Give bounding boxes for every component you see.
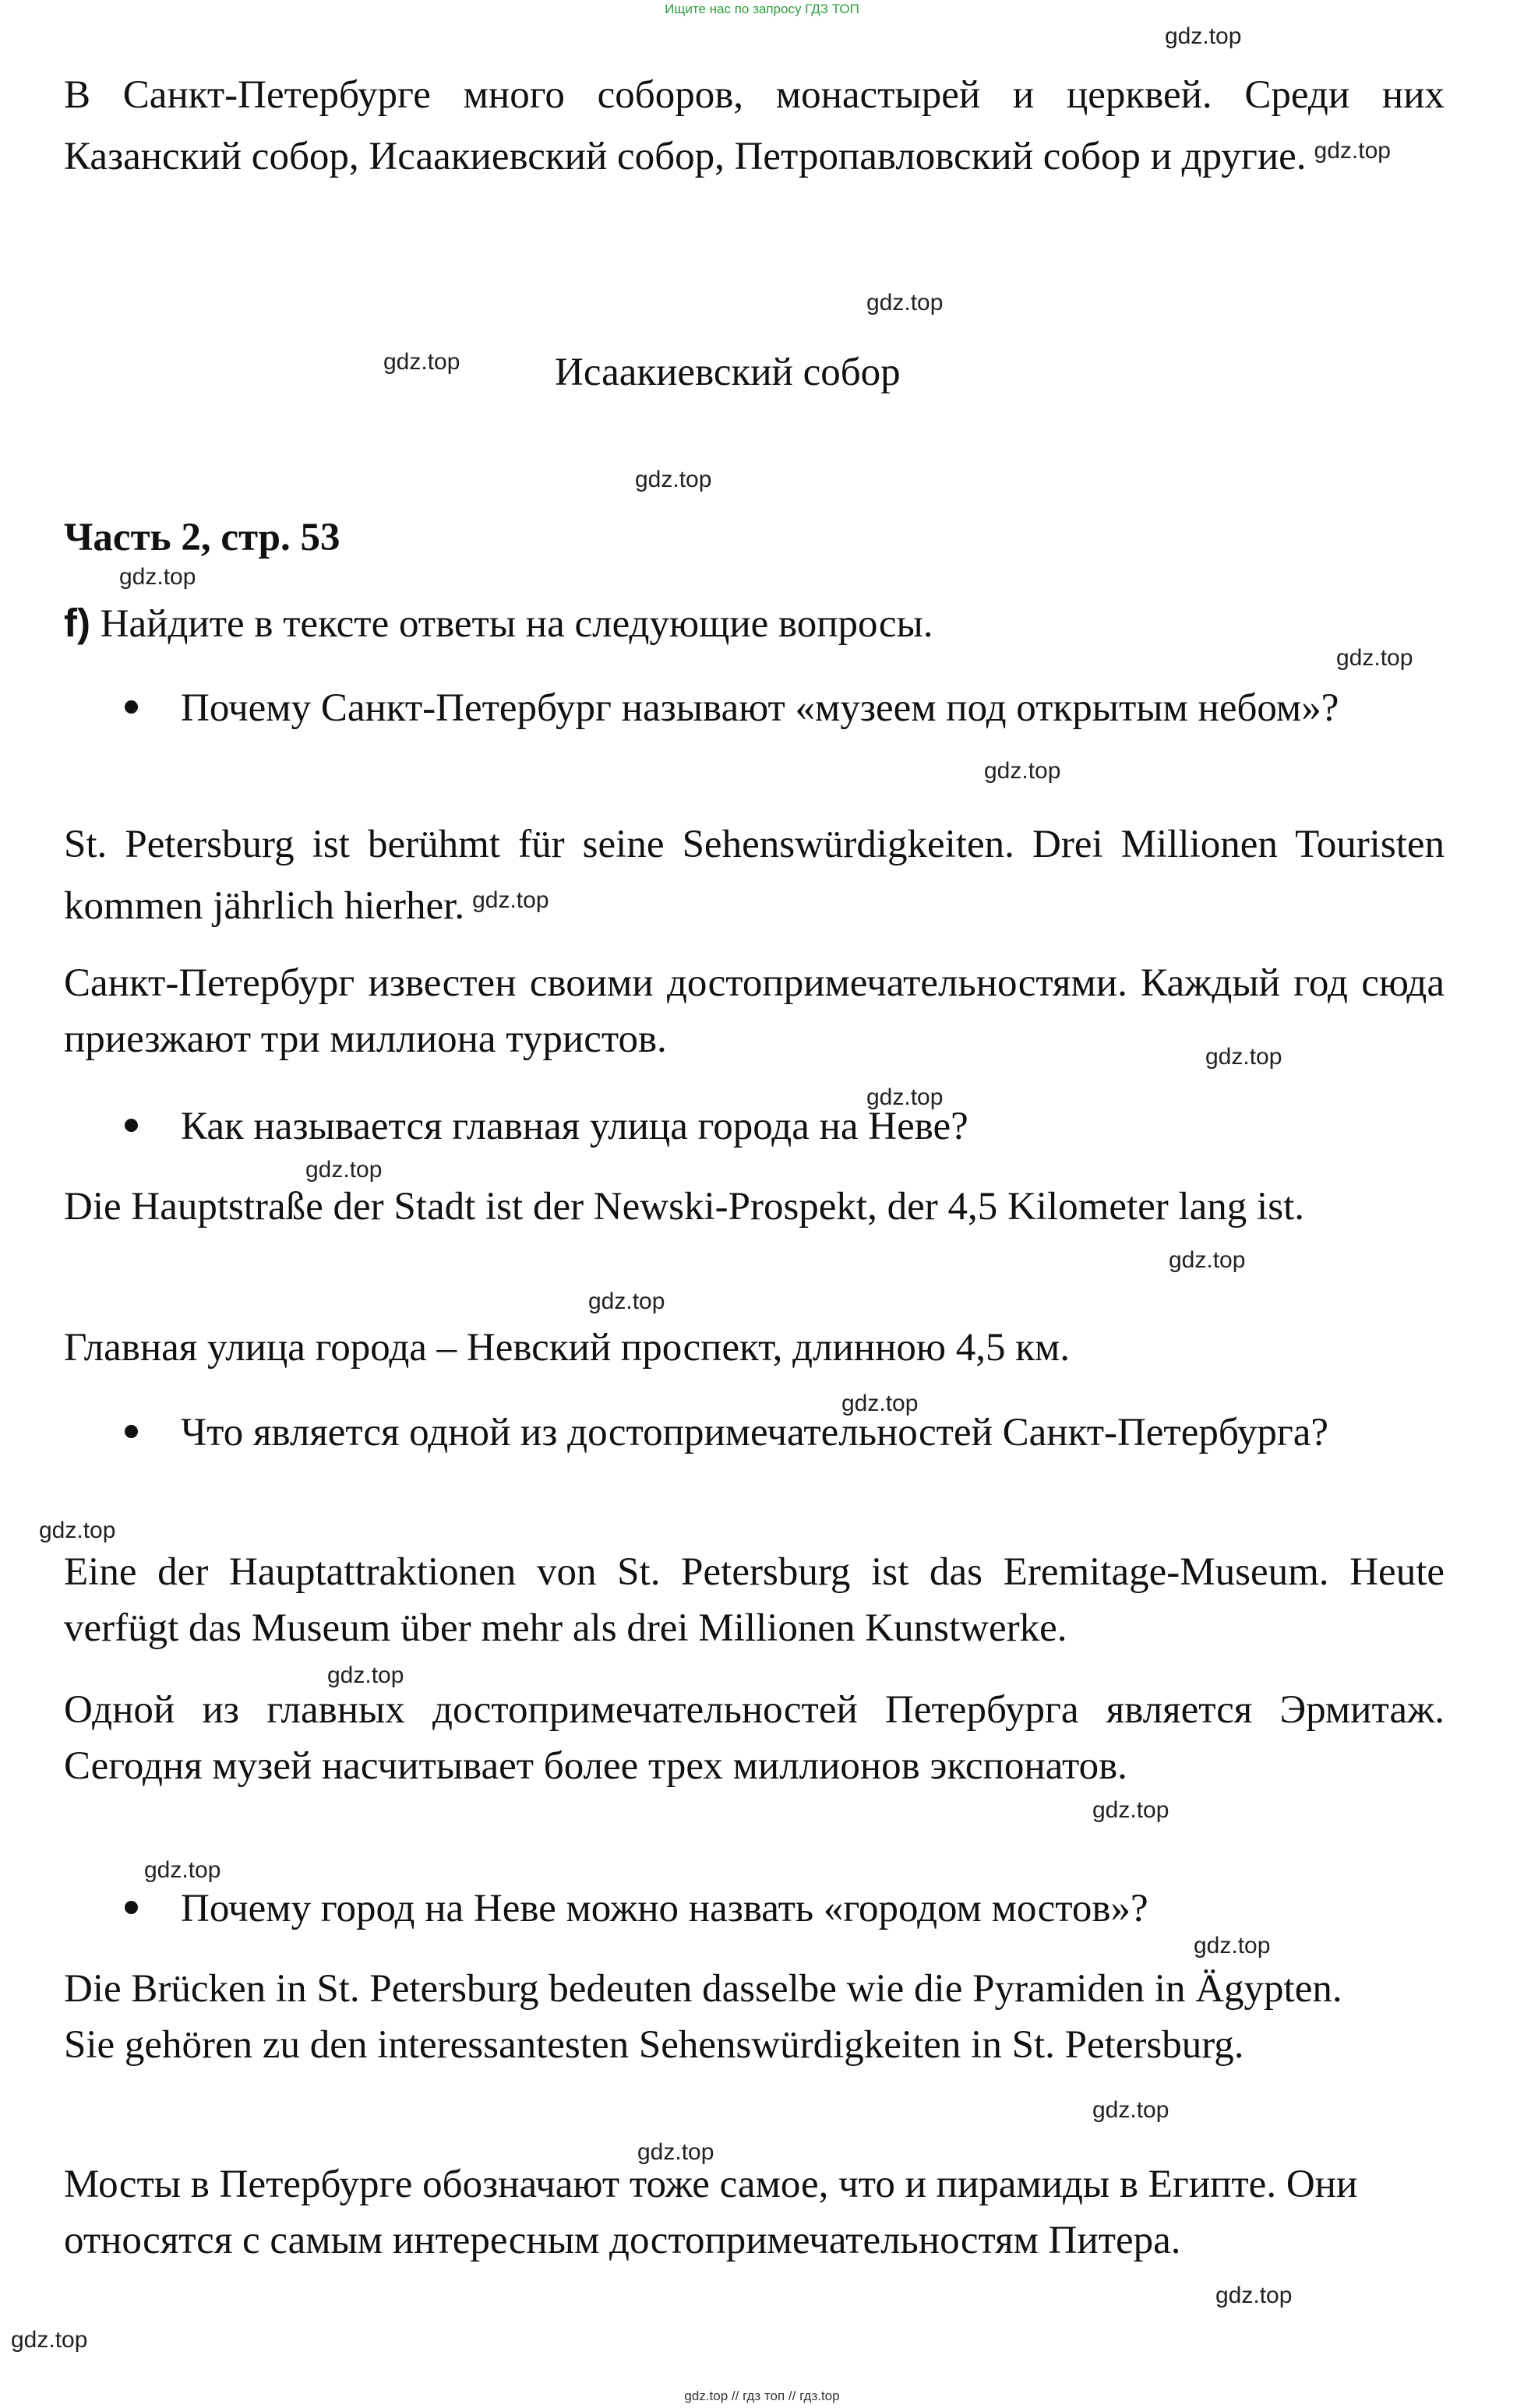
watermark: gdz.top bbox=[1336, 645, 1413, 671]
watermark: gdz.top bbox=[1092, 2097, 1169, 2123]
bullet-icon bbox=[125, 1425, 138, 1438]
watermark: gdz.top bbox=[1205, 1044, 1282, 1070]
german-answer: Eine der Hauptattraktionen von St. Petersburg ist das Eremitage-Museum. Heute verfügt das Museum über mehr als drei Millionen Kunstwerke. bbox=[64, 1550, 1445, 1650]
question-item bbox=[64, 1881, 1445, 1937]
german-answer-text: St. Petersburg ist berühmt für seine Sehenswürdigkeiten. Drei Millionen Touristen kommen jährlich hierher. bbox=[64, 823, 1445, 928]
watermark: gdz.top bbox=[327, 1662, 404, 1688]
footer: gdz.top // гдз топ // гдз.top bbox=[684, 2389, 840, 2403]
watermark: gdz.top bbox=[383, 349, 460, 375]
question-item bbox=[64, 680, 1445, 736]
question-item bbox=[64, 1098, 1445, 1155]
watermark: gdz.top bbox=[1092, 1797, 1169, 1823]
question-item bbox=[64, 1405, 1445, 1461]
watermark: gdz.top bbox=[305, 1157, 383, 1183]
watermark: gdz.top bbox=[144, 1857, 221, 1883]
top-banner: Ищите нас по запросу ГДЗ ТОП bbox=[665, 2, 859, 16]
russian-answer: Одной из главных достопримечательностей Петербурга является Эрмитаж. Сегодня музей насчитывает более трех миллионов экспонатов. bbox=[64, 1688, 1445, 1788]
russian-answer: Главная улица города – Невский проспект, длинною 4,5 км. bbox=[64, 1326, 1071, 1370]
watermark: gdz.top bbox=[984, 758, 1061, 784]
watermark: gdz.top bbox=[841, 1391, 919, 1416]
watermark: gdz.top bbox=[1215, 2283, 1293, 2308]
russian-answer: Санкт-Петербург известен своими достопримечательностями. Каждый год сюда приезжают три миллиона туристов. bbox=[64, 961, 1445, 1061]
watermark: gdz.top bbox=[472, 887, 549, 913]
watermark: gdz.top bbox=[1165, 23, 1242, 49]
task-letter: f) bbox=[64, 601, 90, 645]
watermark: gdz.top bbox=[637, 2139, 714, 2165]
german-answer: Die Brücken in St. Petersburg bedeuten dasselbe wie die Pyramiden in Ägypten. Sie gehören zu den interessantesten Sehenswürdigkeiten in St. Petersburg. bbox=[64, 1967, 1342, 2067]
german-answer bbox=[64, 816, 1445, 934]
question-text: Как называется главная улица города на Неве? bbox=[181, 1105, 968, 1148]
watermark: gdz.top bbox=[1194, 1933, 1271, 1958]
watermark: gdz.top bbox=[39, 1518, 116, 1543]
question-text: Почему Санкт-Петербург называют «музеем под открытым небом»? bbox=[181, 686, 1339, 730]
question-text: Почему город на Неве можно назвать «городом мостов»? bbox=[181, 1887, 1148, 1930]
intro-paragraph bbox=[64, 67, 1445, 185]
watermark: gdz.top bbox=[588, 1289, 665, 1314]
german-answer: Die Hauptstraße der Stadt ist der Newski-Prospekt, der 4,5 Kilometer lang ist. bbox=[64, 1185, 1304, 1229]
part-heading: Часть 2, стр. 53 bbox=[64, 516, 340, 559]
watermark: gdz.top bbox=[1169, 1247, 1246, 1273]
russian-answer: Мосты в Петербурге обозначают тоже самое, что и пирамиды в Египте. Они относятся с самым интересным достопримечательностям Питера. bbox=[64, 2163, 1358, 2262]
watermark: gdz.top bbox=[866, 1084, 944, 1110]
bullet-icon bbox=[125, 1119, 138, 1132]
intro-text: В Санкт-Петербурге много соборов, монастырей и церквей. Среди них Казанский собор, Исаакиевский собор, Петропавловский собор и другие. bbox=[64, 73, 1445, 178]
bullet-icon bbox=[125, 1901, 138, 1914]
watermark: gdz.top bbox=[1314, 138, 1391, 164]
watermark: gdz.top bbox=[635, 467, 712, 492]
question-text: Что является одной из достопримечательностей Санкт-Петербурга? bbox=[181, 1411, 1329, 1454]
watermark: gdz.top bbox=[866, 290, 944, 316]
watermark: gdz.top bbox=[119, 564, 196, 590]
task-instruction bbox=[64, 600, 933, 647]
image-caption: Исаакиевский собор bbox=[555, 351, 901, 394]
task-text: Найдите в тексте ответы на следующие вопросы. bbox=[100, 602, 933, 646]
watermark: gdz.top bbox=[11, 2327, 88, 2353]
bullet-icon bbox=[125, 700, 138, 714]
